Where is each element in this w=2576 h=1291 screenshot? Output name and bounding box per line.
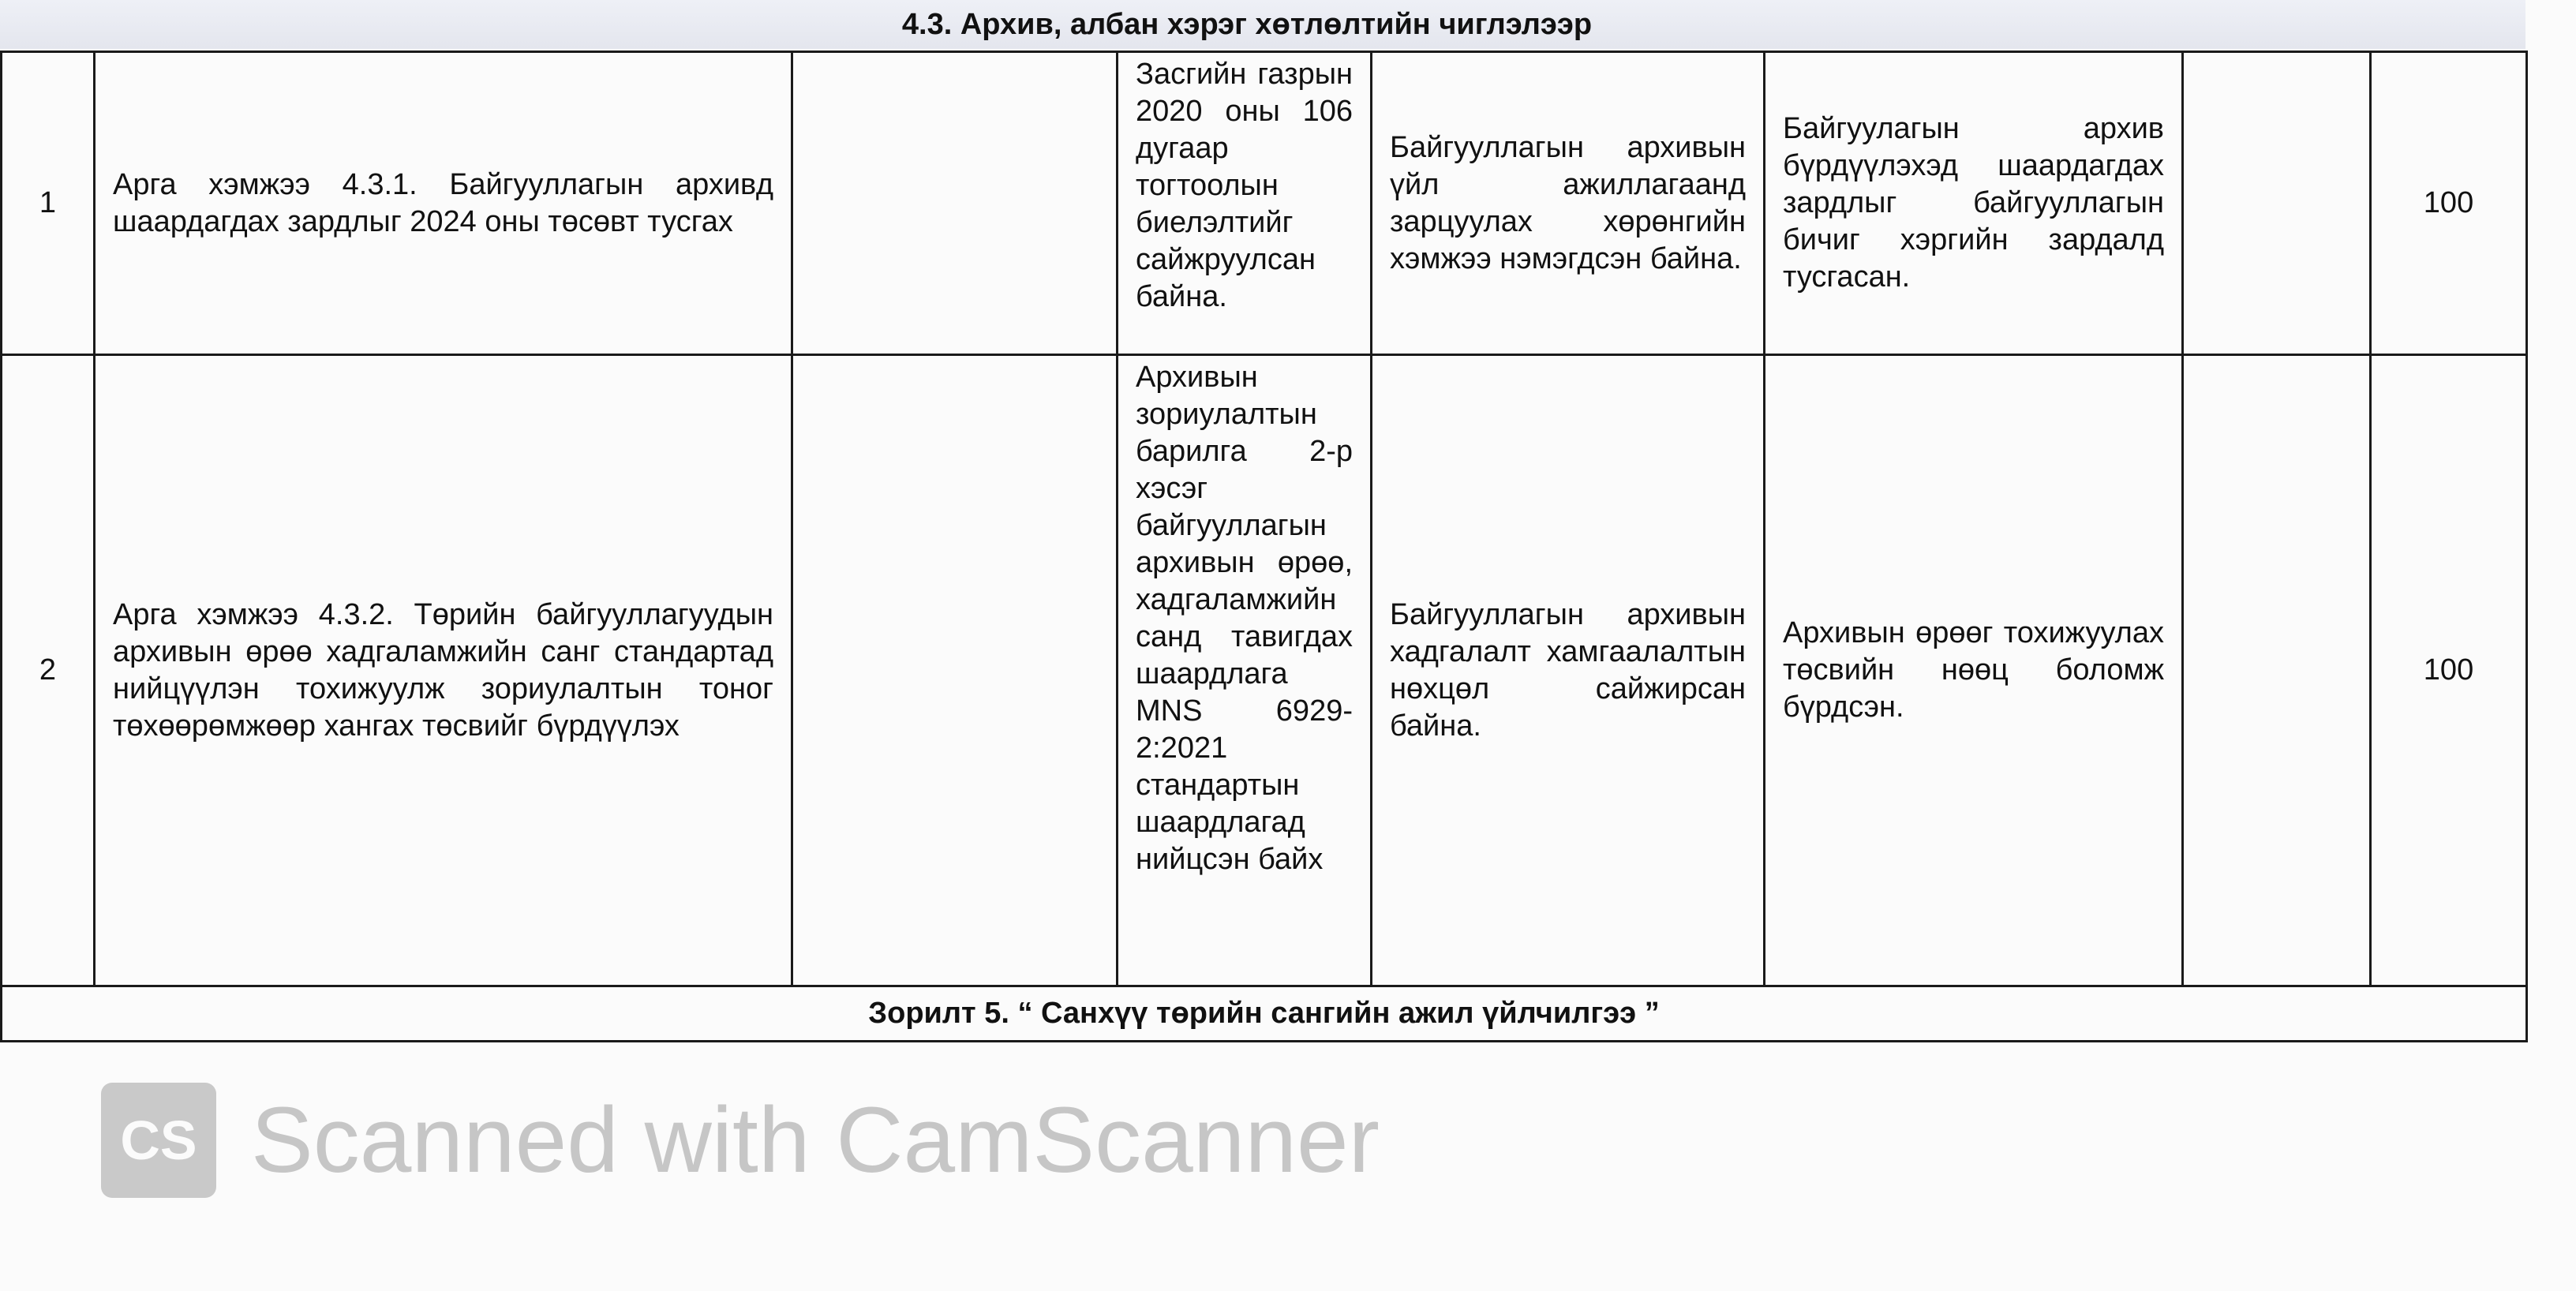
row-number: 2: [2, 355, 95, 986]
empty-cell: [792, 355, 1118, 986]
empty-cell: [2183, 52, 2371, 355]
activity-cell: Арга хэмжээ 4.3.2. Төрийн байгууллагуудын архивын өрөө хадгаламжийн санг стандартад нийцүүлэн тохижуулж зориулалтын тоног төхөөрөмжөөр хангах төсвийг бүрдүүлэх: [95, 355, 792, 986]
empty-cell: [792, 52, 1118, 355]
table-row: [2, 52, 2527, 355]
camscanner-watermark: [101, 1083, 1380, 1198]
section-title: 4.3. Архив, албан хэрэг хөтлөлтийн чиглэлээр: [901, 8, 1593, 41]
criteria-cell: Засгийн газрын 2020 оны 106 дугаар тогтоолын биелэлтийг сайжруулсан байна.: [1118, 52, 1372, 355]
activity-cell: Арга хэмжээ 4.3.1. Байгууллагын архивд шаардагдах зардлыг 2024 оны төсөвт тусгах: [95, 52, 792, 355]
progress-cell: Архивын өрөөг тохижуулах төсвийн нөөц боломж бүрдсэн.: [1765, 355, 2183, 986]
camscanner-logo-icon: CS: [101, 1083, 216, 1198]
outcome-cell: Байгууллагын архивын үйл ажиллагаанд зарцуулах хөрөнгийн хэмжээ нэмэгдсэн байна.: [1372, 52, 1765, 355]
empty-cell: [2183, 355, 2371, 986]
outcome-cell: Байгууллагын архивын хадгалалт хамгаалалтын нөхцөл сайжирсан байна.: [1372, 355, 1765, 986]
watermark-text: Scanned with CamScanner: [251, 1088, 1380, 1192]
section-header: [0, 0, 2525, 49]
criteria-cell: Архивын зориулалтын барилга 2-р хэсэг байгууллагын архивын өрөө, хадгаламжийн санд тавигдах шаардлага MNS 6929-2:2021 стандартын шаардлагад нийцсэн байх: [1118, 355, 1372, 986]
goal-row: [2, 986, 2527, 1042]
table-row: [2, 355, 2527, 986]
row-number: 1: [2, 52, 95, 355]
goal-label: Зорилт 5. “ Санхүү төрийн сангийн ажил үйлчилгээ ”: [2, 986, 2527, 1042]
score-cell: 100: [2371, 355, 2527, 986]
score-cell: 100: [2371, 52, 2527, 355]
progress-cell: Байгуулагын архив бүрдүүлэхэд шаардагдах зардлыг байгууллагын бичиг хэргийн зардалд тусгасан.: [1765, 52, 2183, 355]
plan-table: [0, 51, 2528, 1042]
